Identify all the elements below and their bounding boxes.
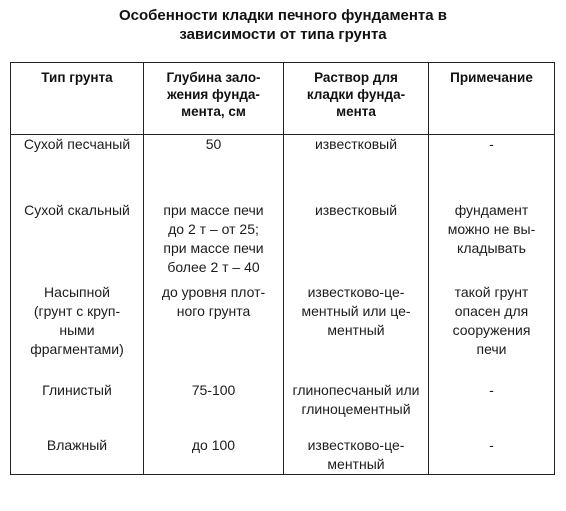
table-row — [11, 283, 555, 381]
table-row — [11, 381, 555, 436]
soil-foundation-table — [10, 62, 555, 475]
cell-depth: 75-100 — [144, 381, 284, 436]
header-note: Примечание — [429, 63, 555, 135]
cell-depth: до уровня плот- ного грунта — [144, 283, 284, 381]
header-depth: Глубина зало- жения фунда- мента, см — [144, 63, 284, 135]
cell-soil: Насыпной (грунт с круп- ными фрагментами) — [11, 283, 144, 381]
table-row — [11, 135, 555, 202]
cell-note: фундамент можно не вы- кладывать — [429, 201, 555, 283]
cell-mortar: известковый — [284, 201, 429, 283]
cell-depth: до 100 — [144, 436, 284, 475]
title-line-2: зависимости от типа грунта — [179, 26, 387, 43]
table-title — [0, 6, 566, 44]
cell-soil: Сухой песчаный — [11, 135, 144, 202]
cell-mortar: глинопесчаный или глиноцементный — [284, 381, 429, 436]
cell-soil: Сухой скальный — [11, 201, 144, 283]
cell-mortar: известковый — [284, 135, 429, 202]
cell-mortar: известково-це- ментный — [284, 436, 429, 475]
cell-note: такой грунт опасен для сооружения печи — [429, 283, 555, 381]
header-soil-type: Тип грунта — [11, 63, 144, 135]
cell-note: - — [429, 436, 555, 475]
cell-depth: при массе печи до 2 т – от 25; при массе печи более 2 т – 40 — [144, 201, 284, 283]
cell-mortar: известково-це- ментный или це- ментный — [284, 283, 429, 381]
cell-note: - — [429, 381, 555, 436]
cell-depth: 50 — [144, 135, 284, 202]
cell-soil: Глинистый — [11, 381, 144, 436]
table-row — [11, 436, 555, 475]
cell-note: - — [429, 135, 555, 202]
header-row — [11, 63, 555, 135]
cell-soil: Влажный — [11, 436, 144, 475]
title-line-1: Особенности кладки печного фундамента в — [118, 7, 448, 24]
table-row — [11, 201, 555, 283]
header-mortar: Раствор для кладки фунда- мента — [284, 63, 429, 135]
